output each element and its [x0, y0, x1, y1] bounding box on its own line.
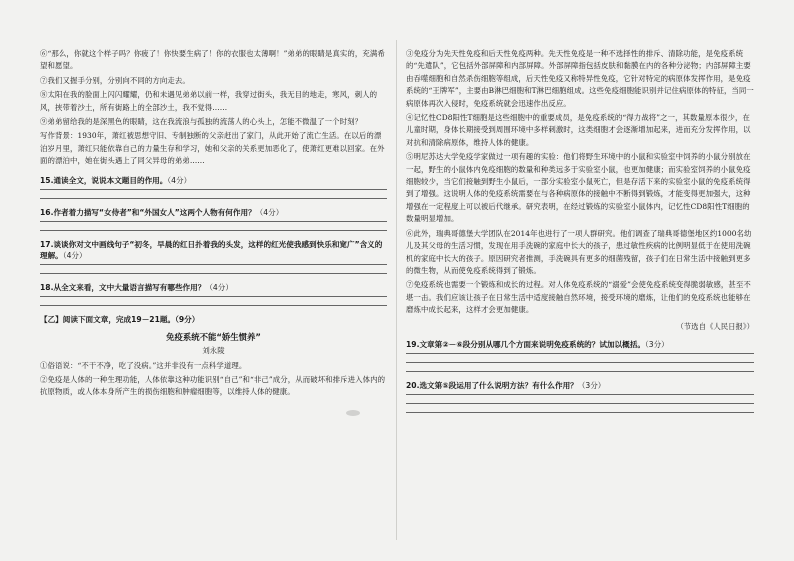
paragraph: ⑧太阳在我的脸面上闪闪耀耀，仍和未遇见弟弟以前一样，我穿过街头，我无目的地走，寒风，刺人的风，挟带着沙土，所有街路上的全部沙土，我不觉得…… [40, 90, 378, 112]
answer-line[interactable] [40, 296, 387, 297]
section-heading: 【乙】阅读下面文章，完成19－21题。（9分） [40, 314, 200, 324]
question-number: 19. [406, 339, 420, 349]
answer-line[interactable] [40, 230, 387, 231]
paragraph: ⑦免疫系统也需要一个锻炼和成长的过程。对人体免疫系统的“溺爱”会使免疫系统变得脆弱敏感，甚至不堪一击。我们应该让孩子在日常生活中适度接触自然环境，接受环境的磨炼，让他们的免疫系统也能够在磨炼中成长起来，这样才会更加健康。 [406, 280, 751, 315]
article-author: 刘永陵 [202, 345, 225, 355]
right-column [406, 48, 754, 421]
answer-line[interactable] [406, 403, 754, 404]
question-block [40, 175, 387, 199]
left-passage [40, 48, 387, 168]
answer-line[interactable] [40, 198, 387, 199]
paragraph: ③免疫分为先天性免疫和后天性免疫两种。先天性免疫是一种不选择性的排斥、清除功能，是免疫系统的“先遣队”，它包括外部屏障和内部屏障。外部屏障指包括皮肤和黏膜在内的各种分泌物；内部屏障主要由吞噬细胞和自然杀伤细胞等组成，后天性免疫又称特异性免疫，它针对特定的病原体发挥作用，是免疫系统的“王牌军”，主要由B淋巴细胞和T淋巴细胞组成。这些免疫细胞能识别并记住病原体的特征，当同一病原体再次入侵时，免疫系统就会迅速作出反应。 [406, 49, 754, 108]
question-points: （4分） [62, 250, 87, 260]
left-column [40, 48, 387, 401]
right-passage [406, 48, 754, 317]
answer-line[interactable] [406, 353, 754, 354]
answer-line[interactable] [406, 371, 754, 372]
question-points: （3分） [577, 380, 606, 390]
paragraph: ⑨弟弟留给我的是深黑色的眼睛，这在我流浪与孤独的流荡人的心头上，怎能不微温了一个时刻？ [40, 117, 363, 127]
answer-line[interactable] [40, 264, 387, 265]
article-passage [40, 360, 387, 399]
question-number: 20. [406, 380, 420, 390]
paragraph: 写作背景：1930年，萧红被思想守旧、专制独断的父亲赶出了家门，从此开始了流亡生活。在以后的漂泊岁月里，萧红只能依靠自己的力量生存和学习，她和父亲的关系更加恶化了，使萧红更难以回家。在外面的漂泊中，她在街头遇上了同父异母的弟弟…… [40, 131, 385, 166]
answer-line[interactable] [406, 394, 754, 395]
answer-line[interactable] [40, 305, 387, 306]
answer-line[interactable] [40, 273, 387, 274]
answer-line[interactable] [40, 221, 387, 222]
question-number: 17. [40, 239, 54, 249]
answer-line[interactable] [406, 362, 754, 363]
paragraph: ②免疫是人体的一种生理功能，人体依靠这种功能识别“自己”和“非己”成分，从而破坏和排斥进入体内的抗原物质，或人体本身所产生的损伤细胞和肿瘤细胞等，以维持人体的健康。 [40, 375, 386, 397]
paragraph: ④记忆性CD8阳性T细胞是这些细胞中的重要成员，是免疫系统的“得力战将”之一，其数量原本很少，在儿童时期，身体长期接受到周围环境中多样刺激时，这类细胞才会逐渐增加起来，进而充分发挥作用，以对抗和清除病原体，维持人体的健康。 [406, 113, 751, 147]
paragraph: ⑦我们又握手分别，分别向不同的方向走去。 [40, 75, 190, 85]
question-text [40, 239, 387, 261]
answer-line[interactable] [40, 189, 387, 190]
question-block [40, 207, 387, 231]
question-prompt: 文章第②－⑥段分别从哪几个方面来说明免疫系统的？试加以概括。 [419, 339, 645, 349]
question-block [406, 339, 754, 372]
question-number: 15. [40, 175, 54, 185]
question-prompt: 选文第⑤段运用了什么说明方法？有什么作用？ [419, 380, 578, 390]
question-text [40, 207, 387, 218]
paragraph: ⑥“那么，你就这个样子吗？你疲了！你快要生病了！你的衣服也太薄啊！”弟弟的眼睛是真实的，充满希望和愿望。 [40, 49, 385, 71]
question-text [40, 175, 387, 186]
paragraph: ①俗语说：“不干不净，吃了没病。”这并非没有一点科学道理。 [40, 360, 247, 370]
paragraph: ⑥此外，瑞典哥德堡大学团队在2014年也进行了一项人群研究。他们调查了瑞典哥德堡地区约1000名幼儿及其父母的生活习惯，发现在用手洗碗的家庭中长大的孩子，患过敏性疾病的比例明显低于在使用洗碗机的家庭中长大的孩子。原因研究者推测，手洗碗具有更多的细菌残留，孩子们在日常生活中接触到更多的微生物，从而使免疫系统得到了锻炼。 [406, 228, 752, 275]
question-points: （3分） [644, 339, 669, 349]
article-title: 免疫系统不能“娇生惯养” [166, 331, 261, 342]
question-text [406, 380, 754, 391]
question-number: 16. [40, 207, 54, 217]
question-block [40, 239, 387, 274]
question-number: 18. [40, 282, 54, 292]
column-divider [396, 40, 397, 540]
question-text [406, 339, 754, 350]
article-source: （节选自《人民日报》） [676, 321, 754, 331]
question-block [40, 282, 387, 306]
question-points: （4分） [167, 175, 192, 185]
question-points: （4分） [255, 207, 284, 217]
question-prompt: 作者着力描写“女侍者”和“外国女人”这两个人物有何作用？ [53, 207, 256, 217]
scan-smudge [346, 410, 360, 416]
answer-line[interactable] [406, 412, 754, 413]
question-prompt: 通读全文，说说本文题目的作用。 [53, 175, 168, 185]
question-prompt: 从全文来看，文中大量语言描写有哪些作用？ [53, 282, 206, 292]
left-questions [40, 175, 387, 306]
question-prompt: 谈谈你对文中画线句子“初冬，早晨的红日扑着我的头发，这样的红光使我感到快乐和宽广”含义的理解。 [40, 239, 383, 260]
question-text [40, 282, 387, 293]
right-questions [406, 339, 754, 413]
question-points: （4分） [205, 282, 233, 292]
question-block [406, 380, 754, 413]
paragraph: ⑤明尼苏达大学免疫学家做过一项有趣的实验：他们将野生环境中的小鼠和实验室中饲养的小鼠分别放在一起，野生的小鼠体内免疫细胞的数量和种类远多于实验室小鼠，也更加健康；而实验室饲养的小鼠免疫细胞较少，当它们接触到野生小鼠后，一部分实验室小鼠死亡，但是存活下来的实验室小鼠的免疫系统得到了增强。这说明人体的免疫系统需要在与各种病原体的接触中不断得到锻炼，才能变得更加强大，这种增强在一定程度上可以被后代继承。研究表明，在经过锻炼的实验室小鼠体内，记忆性CD8阳性T细胞的数量明显增加。 [406, 152, 751, 224]
